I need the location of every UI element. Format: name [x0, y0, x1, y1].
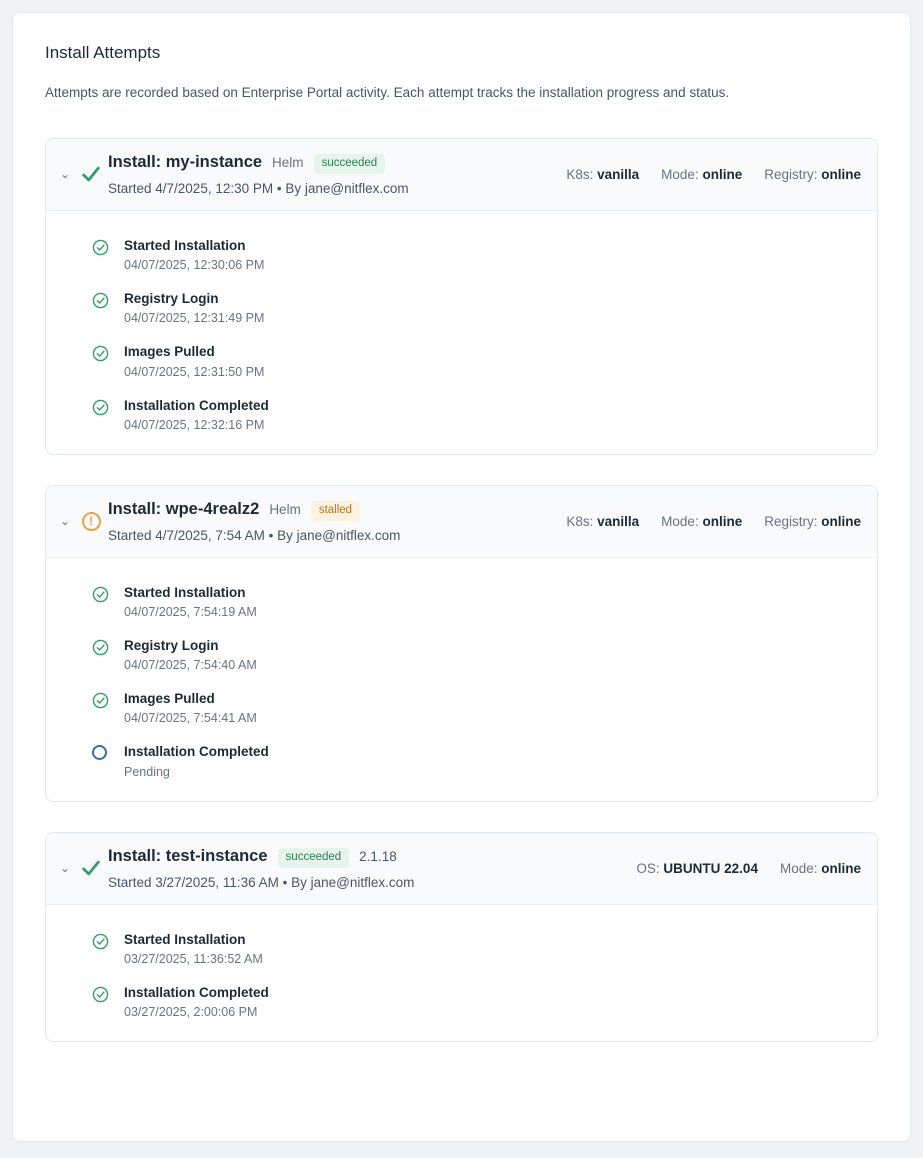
step-label: Registry Login — [124, 637, 219, 653]
step-timestamp: 04/07/2025, 12:31:49 PM — [124, 311, 265, 326]
step-label: Started Installation — [124, 931, 246, 947]
attempt-steps — [46, 558, 877, 801]
circle-check-icon — [92, 637, 124, 656]
circle-empty-icon — [92, 743, 124, 760]
check-icon — [74, 857, 108, 879]
page-description: Attempts are recorded based on Enterprise Portal activity. Each attempt tracks the installation progress and status. — [45, 85, 730, 100]
circle-check-icon — [92, 584, 124, 603]
step-row — [46, 743, 877, 778]
step-row — [46, 931, 877, 966]
attempt-header-main — [108, 153, 550, 196]
attempt-title: Install: my-instance — [108, 153, 263, 171]
step-label: Started Installation — [124, 584, 246, 600]
meta-item — [566, 514, 639, 529]
meta-label: OS: — [636, 860, 660, 876]
attempt-started-meta: Started 4/7/2025, 7:54 AM • By jane@nitflex.com — [108, 527, 401, 543]
attempt-title-row — [108, 153, 550, 175]
step-text — [124, 743, 269, 778]
step-row — [46, 690, 877, 725]
attempt-card — [45, 138, 878, 455]
chevron-down-icon[interactable]: ⌄ — [59, 861, 71, 876]
circle-check-icon — [92, 290, 124, 309]
meta-label: Mode: — [661, 166, 699, 182]
meta-value: UBUNTU 22.04 — [663, 860, 758, 876]
meta-label: Registry: — [764, 166, 818, 182]
attempt-header[interactable] — [46, 139, 877, 211]
meta-item — [566, 167, 639, 182]
warning-icon: ! — [74, 512, 108, 531]
meta-label: Mode: — [661, 513, 699, 529]
meta-label: Mode: — [779, 860, 818, 876]
attempt-steps — [46, 905, 877, 1041]
step-text — [124, 290, 264, 325]
status-badge: succeeded — [278, 848, 350, 868]
meta-item — [764, 167, 861, 182]
attempt-card — [45, 485, 878, 802]
step-timestamp: 04/07/2025, 12:31:50 PM — [124, 364, 265, 379]
step-timestamp: 03/27/2025, 2:00:06 PM — [124, 1005, 258, 1019]
status-badge: stalled — [311, 501, 360, 521]
meta-value: vanilla — [597, 166, 640, 182]
attempt-started-meta: Started 3/27/2025, 11:36 AM • By jane@nitflex.com — [108, 874, 415, 890]
meta-value: online — [821, 166, 861, 182]
step-timestamp: 04/07/2025, 12:32:16 PM — [124, 417, 265, 432]
attempt-kind: Helm — [272, 155, 304, 170]
attempt-title-row — [108, 500, 550, 522]
step-label: Registry Login — [124, 291, 219, 307]
step-text — [124, 984, 269, 1019]
attempts-list — [33, 138, 890, 1042]
circle-check-icon — [92, 397, 124, 416]
step-timestamp: 03/27/2025, 11:36:52 AM — [124, 951, 263, 966]
step-row — [46, 343, 877, 378]
step-timestamp: 04/07/2025, 7:54:40 AM — [124, 658, 257, 673]
attempt-card — [45, 832, 878, 1042]
step-text — [124, 397, 269, 432]
step-label: Images Pulled — [124, 691, 215, 707]
meta-item — [780, 861, 861, 876]
status-badge: succeeded — [314, 154, 386, 174]
meta-item — [661, 167, 742, 182]
circle-check-icon — [92, 343, 124, 362]
circle-check-icon — [92, 984, 124, 1003]
step-label: Started Installation — [124, 237, 246, 253]
meta-value: online — [821, 513, 861, 529]
attempt-env-meta — [620, 861, 861, 876]
chevron-down-icon[interactable]: ⌄ — [59, 167, 71, 182]
attempt-title-row — [108, 847, 620, 869]
attempt-env-meta — [550, 514, 861, 529]
meta-item — [636, 861, 758, 876]
attempt-header[interactable] — [46, 833, 877, 905]
step-timestamp: 04/07/2025, 7:54:41 AM — [124, 711, 257, 726]
step-timestamp: 04/07/2025, 12:30:06 PM — [124, 258, 265, 273]
meta-label: Registry: — [764, 513, 818, 529]
step-text — [124, 690, 257, 725]
circle-check-icon — [92, 931, 124, 950]
step-label: Installation Completed — [124, 744, 269, 760]
attempt-header-main — [108, 847, 620, 890]
step-text — [124, 237, 264, 272]
check-icon — [74, 163, 108, 185]
attempt-header-main — [108, 500, 550, 543]
step-row — [46, 637, 877, 672]
install-attempts-panel — [12, 12, 911, 1142]
step-row — [46, 984, 877, 1019]
step-row — [46, 290, 877, 325]
step-timestamp: Pending — [124, 764, 170, 779]
step-text — [124, 343, 264, 378]
step-text — [124, 637, 257, 672]
meta-item — [764, 514, 861, 529]
meta-value: vanilla — [597, 513, 640, 529]
step-timestamp: 04/07/2025, 7:54:19 AM — [124, 604, 257, 619]
meta-item — [661, 514, 742, 529]
circle-check-icon — [92, 690, 124, 709]
attempt-title: Install: wpe-4realz2 — [108, 499, 260, 518]
meta-value: online — [702, 166, 743, 182]
step-row — [46, 584, 877, 619]
step-row — [46, 397, 877, 432]
meta-label: K8s: — [566, 513, 594, 529]
attempt-header[interactable] — [46, 486, 877, 558]
circle-check-icon — [92, 237, 124, 256]
chevron-down-icon[interactable]: ⌄ — [59, 514, 71, 529]
step-label: Installation Completed — [124, 397, 269, 413]
step-row — [46, 237, 877, 272]
attempt-env-meta — [550, 167, 861, 182]
attempt-title: Install: test-instance — [108, 846, 268, 865]
attempt-steps — [46, 211, 877, 454]
attempt-started-meta: Started 4/7/2025, 12:30 PM • By jane@nitflex.com — [108, 180, 409, 196]
meta-value: online — [702, 513, 743, 529]
step-label: Images Pulled — [124, 344, 215, 360]
meta-label: K8s: — [566, 166, 594, 182]
attempt-kind: Helm — [269, 501, 301, 517]
version-label: 2.1.18 — [359, 848, 397, 864]
step-text — [124, 931, 263, 966]
page-title: Install Attempts — [45, 43, 161, 62]
step-text — [124, 584, 257, 619]
meta-value: online — [821, 860, 861, 876]
step-label: Installation Completed — [124, 984, 269, 1000]
